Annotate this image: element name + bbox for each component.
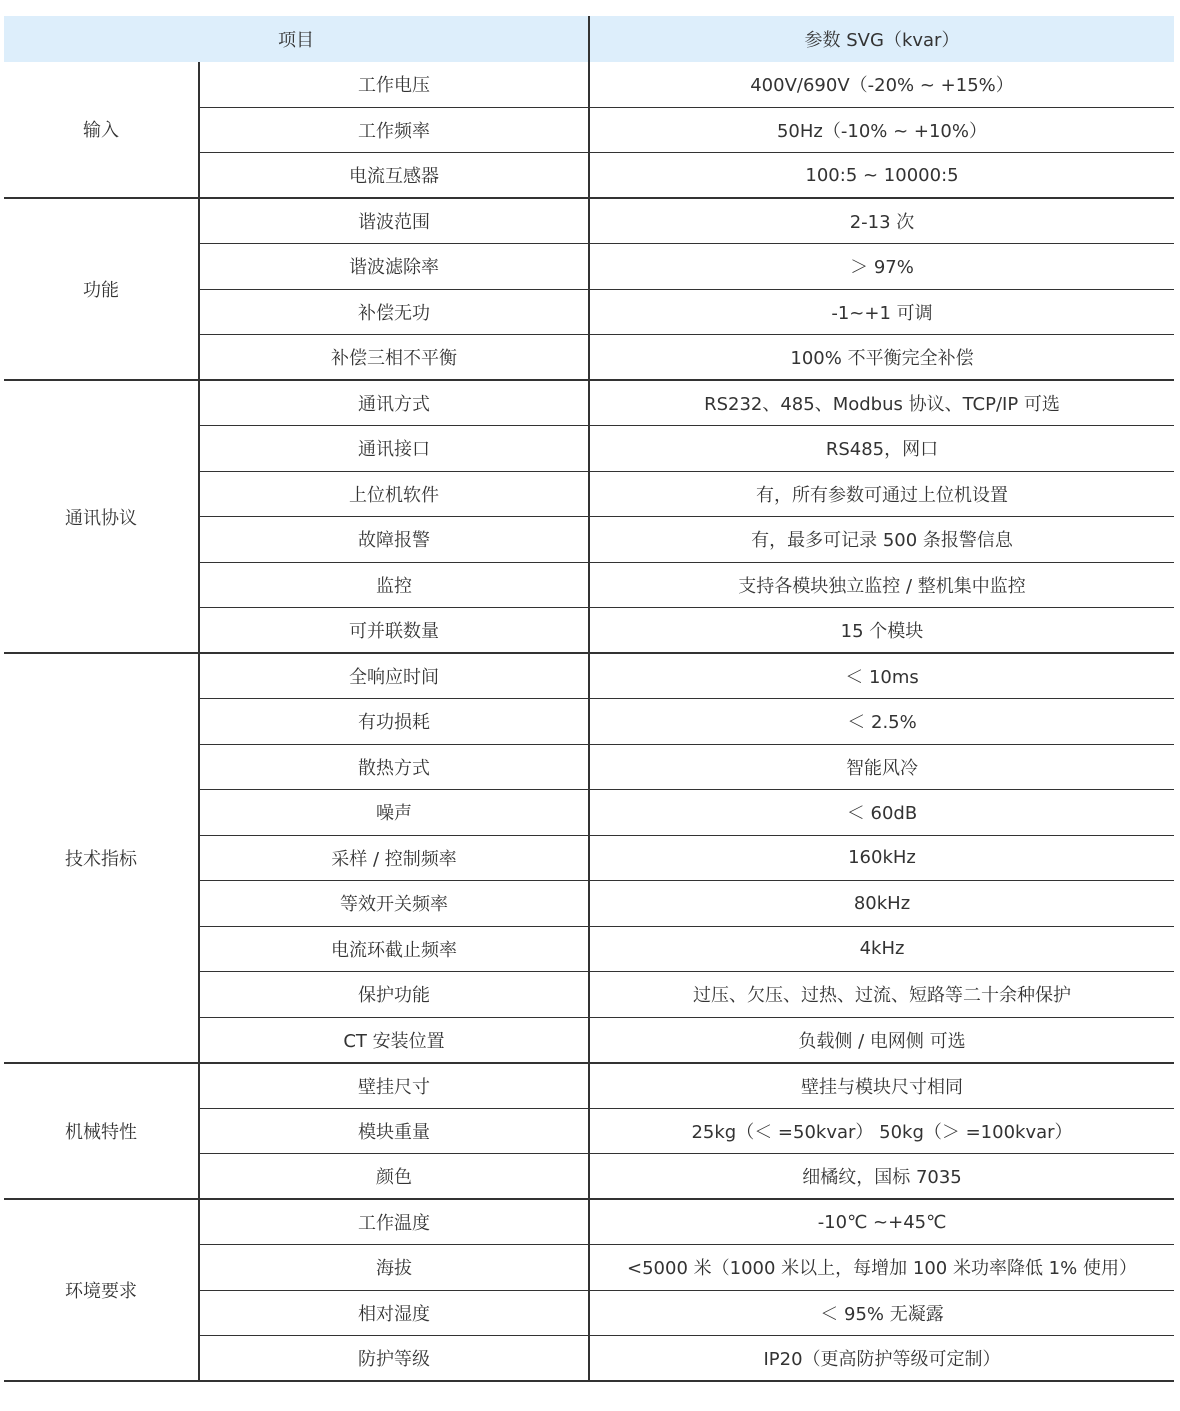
value-cell: 15 个模块 (589, 608, 1174, 654)
item-cell: 电流互感器 (199, 153, 589, 199)
value-cell: -10℃ ~+45℃ (589, 1199, 1174, 1245)
item-cell: 噪声 (199, 790, 589, 836)
value-cell: ＜ 10ms (589, 653, 1174, 699)
item-cell: 工作温度 (199, 1199, 589, 1245)
header-row (4, 16, 1174, 62)
value-cell: 80kHz (589, 881, 1174, 927)
item-cell: 等效开关频率 (199, 881, 589, 927)
item-cell: 全响应时间 (199, 653, 589, 699)
table-row (4, 380, 1174, 426)
value-cell: 有，最多可记录 500 条报警信息 (589, 517, 1174, 563)
table-row (4, 1199, 1174, 1245)
value-cell: -1~+1 可调 (589, 289, 1174, 335)
value-cell: 100:5 ~ 10000:5 (589, 153, 1174, 199)
header-item: 项目 (4, 16, 589, 62)
value-cell: 壁挂与模块尺寸相同 (589, 1063, 1174, 1109)
item-cell: 保护功能 (199, 972, 589, 1018)
item-cell: 谐波范围 (199, 198, 589, 244)
value-cell: ＜ 60dB (589, 790, 1174, 836)
item-cell: 工作电压 (199, 62, 589, 108)
item-cell: 工作频率 (199, 107, 589, 153)
item-cell: 防护等级 (199, 1336, 589, 1382)
value-cell: 负载侧 / 电网侧 可选 (589, 1017, 1174, 1063)
value-cell: 支持各模块独立监控 / 整机集中监控 (589, 562, 1174, 608)
value-cell: 智能风冷 (589, 744, 1174, 790)
item-cell: 故障报警 (199, 517, 589, 563)
item-cell: 监控 (199, 562, 589, 608)
category-cell: 技术指标 (4, 653, 199, 1063)
item-cell: 谐波滤除率 (199, 244, 589, 290)
item-cell: 海拔 (199, 1245, 589, 1291)
category-cell: 通讯协议 (4, 380, 199, 653)
value-cell: 25kg（＜ =50kvar） 50kg（＞ =100kvar） (589, 1108, 1174, 1154)
item-cell: 壁挂尺寸 (199, 1063, 589, 1109)
value-cell: 2-13 次 (589, 198, 1174, 244)
value-cell: <5000 米（1000 米以上，每增加 100 米功率降低 1% 使用） (589, 1245, 1174, 1291)
table-row (4, 1063, 1174, 1109)
item-cell: 补偿无功 (199, 289, 589, 335)
value-cell: ＞ 97% (589, 244, 1174, 290)
value-cell: ＜ 2.5% (589, 699, 1174, 745)
spec-body (4, 62, 1174, 1382)
table-row (4, 62, 1174, 108)
category-cell: 环境要求 (4, 1199, 199, 1381)
item-cell: 颜色 (199, 1154, 589, 1200)
item-cell: 有功损耗 (199, 699, 589, 745)
value-cell: 160kHz (589, 835, 1174, 881)
value-cell: 4kHz (589, 926, 1174, 972)
item-cell: 采样 / 控制频率 (199, 835, 589, 881)
category-cell: 功能 (4, 198, 199, 380)
table-row (4, 653, 1174, 699)
value-cell: RS232、485、Modbus 协议、TCP/IP 可选 (589, 380, 1174, 426)
item-cell: CT 安装位置 (199, 1017, 589, 1063)
spec-table (4, 16, 1174, 1382)
item-cell: 通讯接口 (199, 426, 589, 472)
header-param: 参数 SVG（kvar） (589, 16, 1174, 62)
category-cell: 输入 (4, 62, 199, 199)
value-cell: 100% 不平衡完全补偿 (589, 335, 1174, 381)
value-cell: 过压、欠压、过热、过流、短路等二十余种保护 (589, 972, 1174, 1018)
item-cell: 散热方式 (199, 744, 589, 790)
value-cell: 有，所有参数可通过上位机设置 (589, 471, 1174, 517)
value-cell: RS485，网口 (589, 426, 1174, 472)
value-cell: 400V/690V（-20% ~ +15%） (589, 62, 1174, 108)
item-cell: 可并联数量 (199, 608, 589, 654)
item-cell: 上位机软件 (199, 471, 589, 517)
item-cell: 补偿三相不平衡 (199, 335, 589, 381)
item-cell: 模块重量 (199, 1108, 589, 1154)
value-cell: 50Hz（-10% ~ +10%） (589, 107, 1174, 153)
table-row (4, 198, 1174, 244)
category-cell: 机械特性 (4, 1063, 199, 1200)
item-cell: 通讯方式 (199, 380, 589, 426)
value-cell: IP20（更高防护等级可定制） (589, 1336, 1174, 1382)
item-cell: 电流环截止频率 (199, 926, 589, 972)
value-cell: 细橘纹，国标 7035 (589, 1154, 1174, 1200)
value-cell: ＜ 95% 无凝露 (589, 1290, 1174, 1336)
item-cell: 相对湿度 (199, 1290, 589, 1336)
